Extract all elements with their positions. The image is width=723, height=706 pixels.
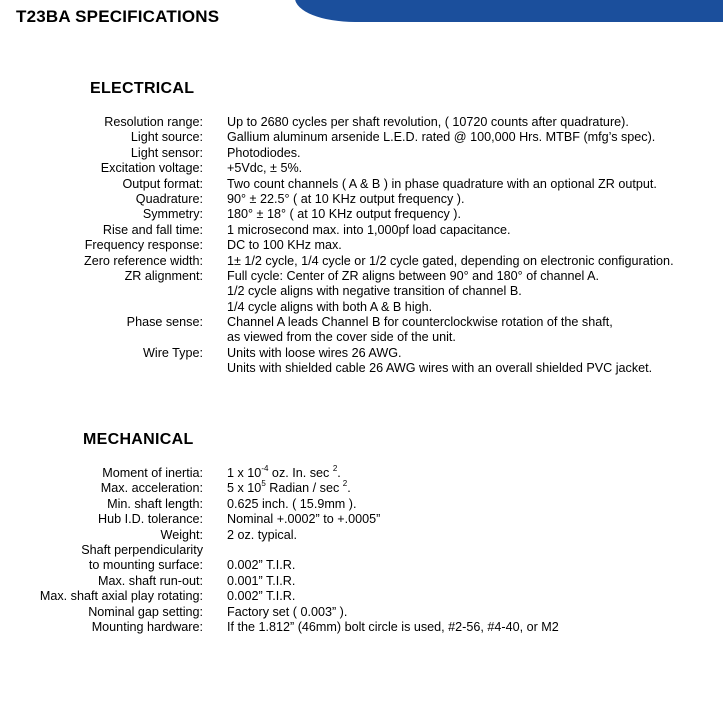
spec-label: Excitation voltage:	[100, 161, 203, 176]
spec-value: Factory set ( 0.003” ).	[227, 604, 348, 619]
spec-row	[0, 497, 723, 512]
spec-value: Two count channels ( A & B ) in phase quadrature with an optional ZR output.	[227, 176, 657, 191]
exponent: -4	[261, 464, 269, 473]
spec-row	[0, 574, 723, 589]
spec-label: Min. shaft length:	[107, 496, 203, 511]
spec-label: Max. acceleration:	[100, 481, 203, 496]
value-text: .	[337, 466, 341, 480]
spec-label: Light source:	[130, 130, 203, 145]
spec-label: Max. shaft axial play rotating:	[39, 589, 203, 604]
value-text: 1 x 10	[227, 466, 262, 480]
spec-row	[0, 605, 723, 620]
spec-row	[0, 207, 723, 222]
spec-value: Channel A leads Channel B for counterclockwise rotation of the shaft,	[227, 315, 613, 330]
spec-label: Frequency response:	[84, 238, 203, 253]
electrical-heading: ELECTRICAL	[90, 80, 195, 97]
spec-label: Moment of inertia:	[102, 466, 203, 480]
spec-row	[0, 512, 723, 527]
spec-row	[0, 161, 723, 176]
spec-value: Units with loose wires 26 AWG.	[227, 345, 402, 360]
spec-label: Resolution range:	[104, 115, 203, 129]
spec-label: Rise and fall time:	[102, 222, 203, 237]
spec-row	[0, 543, 723, 558]
spec-label: Hub I.D. tolerance:	[98, 512, 203, 527]
spec-row	[0, 361, 723, 376]
spec-row	[0, 130, 723, 145]
spec-value: Gallium aluminum arsenide L.E.D. rated @ 100,000 Hrs. MTBF (mfg’s spec).	[227, 130, 656, 145]
spec-value: Full cycle: Center of ZR aligns between 90° and 180° of channel A.	[227, 268, 600, 283]
spec-value: DC to 100 KHz max.	[227, 238, 342, 253]
spec-row	[0, 115, 723, 130]
spec-value: 1± 1/2 cycle, 1/4 cycle or 1/2 cycle gated, depending on electronic configuration.	[227, 253, 674, 268]
spec-label: Light sensor:	[130, 145, 203, 160]
spec-value: 1/2 cycle aligns with negative transition of channel B.	[227, 284, 522, 299]
mechanical-heading: MECHANICAL	[83, 431, 194, 448]
exponent: 2	[342, 479, 348, 489]
spec-value: 0.002” T.I.R.	[227, 558, 296, 573]
page-title: T23BA SPECIFICATIONS	[16, 7, 220, 26]
spec-row-max-acceleration	[0, 481, 723, 496]
spec-value: Photodiodes.	[227, 145, 301, 160]
spec-row	[0, 346, 723, 361]
value-text: oz. In. sec	[268, 466, 333, 480]
spec-value: If the 1.812” (46mm) bolt circle is used, #2-56, #4-40, or M2	[227, 619, 559, 634]
spec-value: 180° ± 18° ( at 10 KHz output frequency ).	[227, 207, 462, 222]
spec-label: Shaft perpendicularity	[81, 542, 203, 557]
header-banner	[295, 0, 723, 22]
spec-row	[0, 330, 723, 345]
spec-value: as viewed from the cover side of the unit.	[227, 330, 456, 345]
spec-label: Zero reference width:	[84, 253, 203, 268]
spec-row	[0, 269, 723, 284]
spec-label: Wire Type:	[143, 345, 203, 360]
spec-row	[0, 192, 723, 207]
spec-row	[0, 238, 723, 253]
spec-value: 1/4 cycle aligns with both A & B high.	[227, 299, 433, 314]
spec-value: 0.001” T.I.R.	[227, 573, 296, 588]
exponent: 5	[261, 479, 266, 489]
spec-label: Output format:	[122, 176, 203, 191]
spec-row-moment-of-inertia	[0, 466, 723, 481]
value-text: Radian / sec	[265, 481, 343, 496]
spec-row	[0, 528, 723, 543]
spec-row	[0, 558, 723, 573]
spec-row	[0, 620, 723, 635]
spec-value: 2 oz. typical.	[227, 527, 297, 542]
spec-row	[0, 146, 723, 161]
spec-label: to mounting surface:	[88, 558, 203, 573]
spec-value: Units with shielded cable 26 AWG wires with an overall shielded PVC jacket.	[227, 361, 653, 376]
spec-value	[227, 481, 351, 496]
mechanical-spec-list	[0, 466, 723, 635]
electrical-spec-list	[0, 115, 723, 377]
spec-label: Nominal gap setting:	[88, 604, 203, 619]
spec-label: Mounting hardware:	[91, 619, 203, 634]
spec-label: ZR alignment:	[124, 268, 203, 283]
spec-value: +5Vdc, ± 5%.	[227, 161, 303, 176]
spec-label: Weight:	[160, 527, 203, 542]
spec-value: 0.625 inch. ( 15.9mm ).	[227, 496, 357, 511]
spec-row	[0, 223, 723, 238]
spec-value: 0.002” T.I.R.	[227, 589, 296, 604]
spec-value	[227, 466, 341, 481]
spec-row	[0, 177, 723, 192]
spec-row	[0, 315, 723, 330]
spec-label: Phase sense:	[126, 315, 203, 330]
spec-value: Up to 2680 cycles per shaft revolution, ( 10720 counts after quadrature).	[227, 115, 629, 129]
spec-value: Nominal +.0002” to +.0005”	[227, 512, 381, 527]
exponent: 2	[332, 464, 338, 473]
spec-row	[0, 300, 723, 315]
spec-label: Quadrature:	[135, 191, 203, 206]
spec-row	[0, 589, 723, 604]
spec-label: Symmetry:	[142, 207, 203, 222]
spec-row	[0, 284, 723, 299]
value-text: 5 x 10	[227, 481, 262, 496]
spec-row	[0, 254, 723, 269]
value-text: .	[347, 481, 351, 496]
spec-value: 1 microsecond max. into 1,000pf load capacitance.	[227, 222, 511, 237]
spec-value: 90° ± 22.5° ( at 10 KHz output frequency ).	[227, 191, 465, 206]
spec-label: Max. shaft run-out:	[98, 573, 203, 588]
